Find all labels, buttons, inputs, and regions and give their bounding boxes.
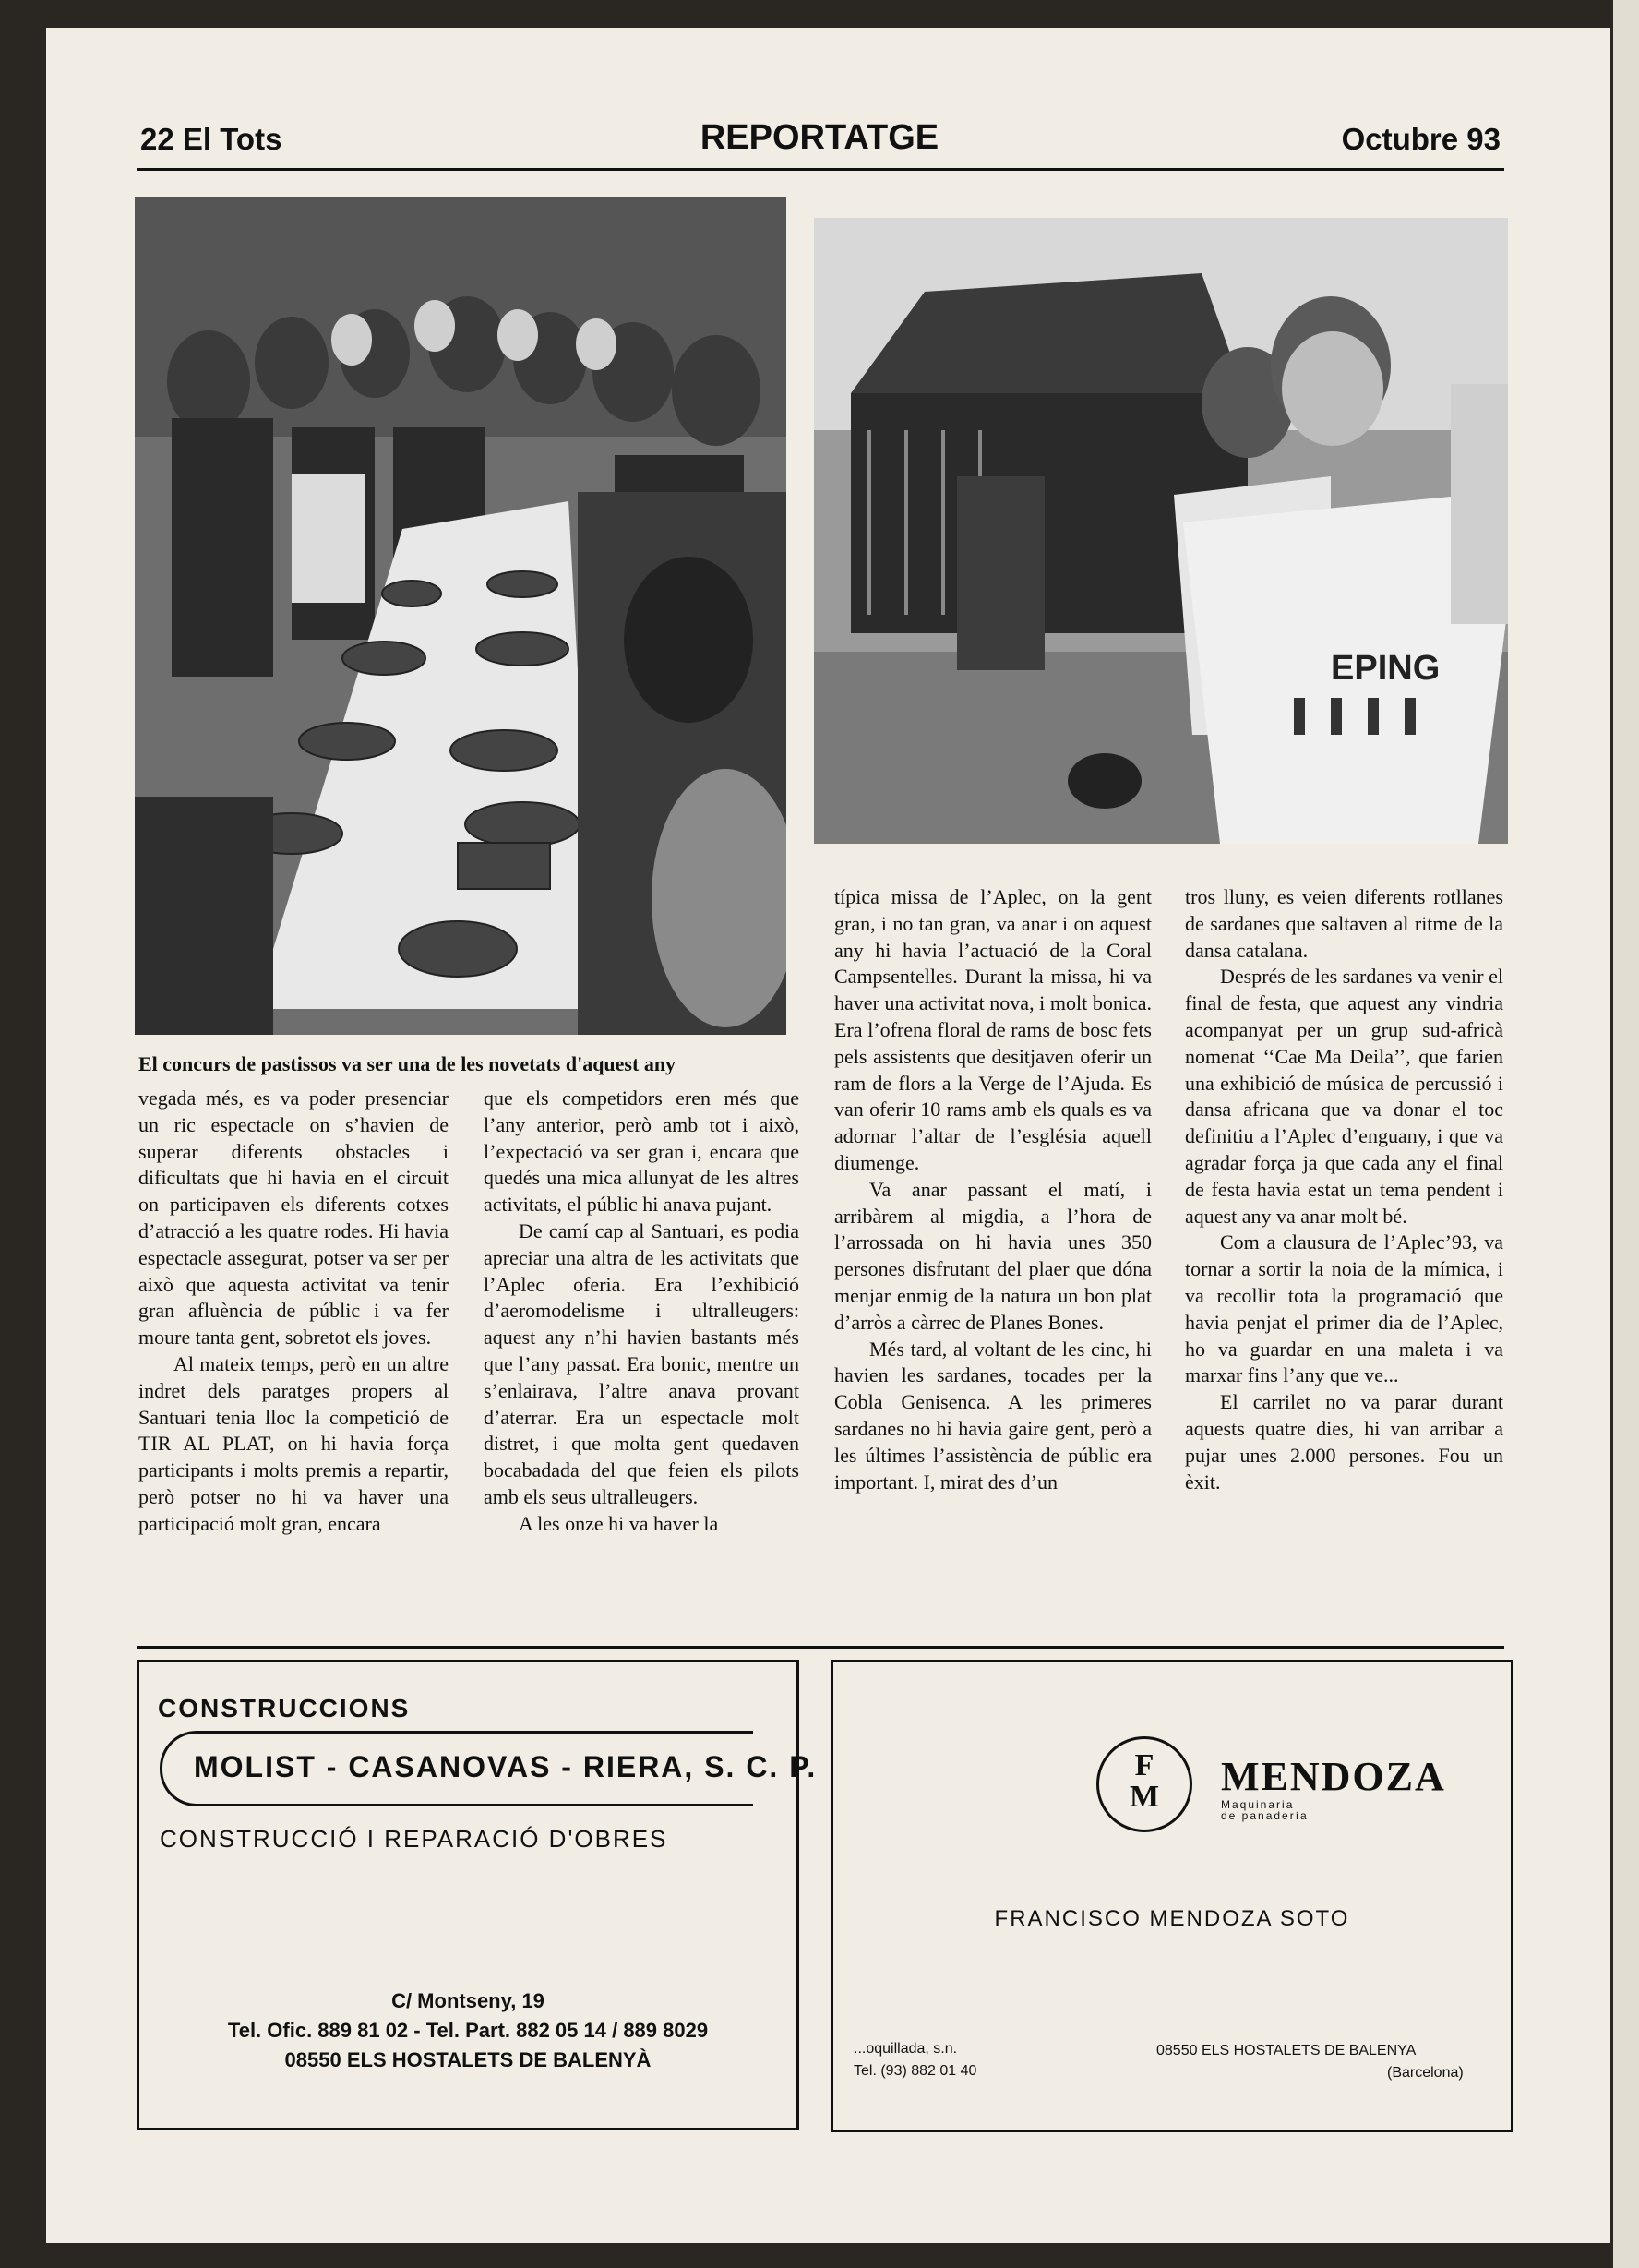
paragraph: tros lluny, es veien diferents rotllanes de sardanes que saltaven al ritme de la dansa catalana.	[1185, 885, 1503, 962]
construccions-advertisement	[137, 1660, 818, 2130]
article-column-1	[138, 1086, 449, 1538]
ad-phone: Tel. (93) 882 01 40	[854, 2063, 977, 2079]
issue-date: Octubre 93	[1341, 122, 1501, 156]
ad-city: 08550 ELS HOSTALETS DE BALENYÀ	[284, 2048, 652, 2071]
paragraph: Com a clausura de l’Aplec’93, va tornar a sortir la noia de la mímica, i va recollir tota la programació que havia penjat el primer dia de l’Aplec, ho va guardar en una maleta i va marxar fins l’any que ve...	[1185, 1230, 1503, 1387]
paragraph: que els competidors eren més que l’any anterior, però amb tot i això, l’expectació va ser gran i, encara que quedés una mica allunyat de les altres activitats, el públic hi anava pujant.	[484, 1086, 799, 1217]
paragraph: Al mateix temps, però en un altre indret dels paratges propers al Santuari tenia lloc la competició de TIR AL PLAT, on hi havia força participants i molts premis a repartir, però potser no hi va haver una participació molt gran, encara	[138, 1351, 449, 1535]
owner-name: FRANCISCO MENDOZA SOTO	[994, 1906, 1350, 1931]
firm-name-box	[160, 1731, 818, 1806]
next-page-edge	[1613, 0, 1639, 2268]
mendoza-logo: F M	[1096, 1736, 1192, 1832]
brand-subtitle: Maquinaria de panadería	[1221, 1798, 1309, 1822]
carrilet-children-photo	[814, 218, 1508, 844]
paragraph: Més tard, al voltant de les cinc, hi havien les sardanes, tocades per la Cobla Genisenca. A les primeres sardanes no hi havia gaire gent, però a les últimes l’assistència de públic era important. I, mirat des d’un	[834, 1337, 1152, 1494]
article-column-3	[834, 884, 1152, 1495]
ad-province: (Barcelona)	[1387, 2065, 1464, 2081]
paragraph: típica missa de l’Aplec, on la gent gran, i no tan gran, va anar i on aquest any hi havia l’actuació de la Coral Campsentelles. Durant la missa, hi va haver una activitat nova, i molt bonica. Era l’ofrena floral de rams de bosc fets pels assistents que desitjaven oferir un ram de flors a la Verge de l’Ajuda. Es van oferir 10 rams amb els quals es va adornar l’altar de l’església aquell diumenge.	[834, 885, 1152, 1174]
paragraph: De camí cap al Santuari, es podia apreciar una altra de les activitats que l’Aplec oferia. Era l’exhibició d’aeromodelisme i ultralleugers: aquest any n’hi havien bastants més que l’any passat. Era bonic, mentre un s’enlairava, l’altre anava provant d’aterrar. Era un espectacle molt distret, i que molta gent quedaven bocabadada del que feien els pilots amb els seus ultralleugers.	[484, 1218, 799, 1508]
section-title: REPORTATGE	[700, 118, 939, 157]
page-number-publication: 22 El Tots	[140, 122, 282, 156]
firm-name: MOLIST - CASANOVAS - RIERA, S. C. P.	[194, 1750, 818, 1783]
article-column-2	[484, 1086, 799, 1538]
ad-street: ...oquillada, s.n.	[854, 2041, 958, 2057]
header-rule	[137, 168, 1504, 171]
svg-text:EPING: EPING	[1331, 649, 1441, 688]
footer-rule	[137, 1646, 1504, 1649]
paragraph: A les onze hi va haver la	[519, 1511, 719, 1535]
ad-title: CONSTRUCCIONS	[158, 1694, 411, 1722]
ad-city: 08550 ELS HOSTALETS DE BALENYA	[1156, 2043, 1417, 2058]
paragraph: Després de les sardanes va venir el final de festa, que aquest any vindria acompanyat per un grup sud-africà nomenat ‘‘Cae Ma Deila’’, que farien una exhibició de música de percussió i dansa africana que va donar el toc definitiu a l’Aplec d’enguany, i que va agradar força ja que cada any el final de festa havia estat un tema pendent i aquest any va anar molt bé.	[1185, 965, 1503, 1228]
mendoza-advertisement	[831, 1660, 1513, 2132]
photo-caption: El concurs de pastissos va ser una de les novetats d'aquest any	[138, 1052, 676, 1075]
paragraph: El carrilet no va parar durant aquests quatre dies, hi van arribar a pujar unes 2.000 persones. Fou un èxit.	[1185, 1390, 1503, 1494]
ad-phones: Tel. Ofic. 889 81 02 - Tel. Part. 882 05 14 / 889 8029	[227, 2019, 709, 2042]
paragraph: vegada més, es va poder presenciar un ric espectacle on s’havien de superar diferents obstacles i dificultats que hi havia en el circuit on participaven els diferents cotxes d’atracció a les quatre rodes. Hi havia espectacle assegurat, potser va ser per això que aquesta activitat va tenir gran afluència de públic i va fer moure tanta gent, sobretot els joves.	[138, 1086, 449, 1350]
pastry-contest-photo	[135, 197, 786, 1035]
ad-tagline: CONSTRUCCIÓ I REPARACIÓ D'OBRES	[160, 1825, 668, 1853]
ad-street: C/ Montseny, 19	[391, 1989, 544, 2012]
brand-name: MENDOZA	[1221, 1754, 1446, 1799]
article-column-4	[1185, 884, 1503, 1495]
paragraph: Va anar passant el matí, i arribàrem al migdia, a l’hora de l’arrossada on hi havia unes 350 persones disfrutant del plaer que dóna menjar enmig de la natura un bon plat d’arròs a càrrec de Planes Bones.	[834, 1177, 1152, 1334]
